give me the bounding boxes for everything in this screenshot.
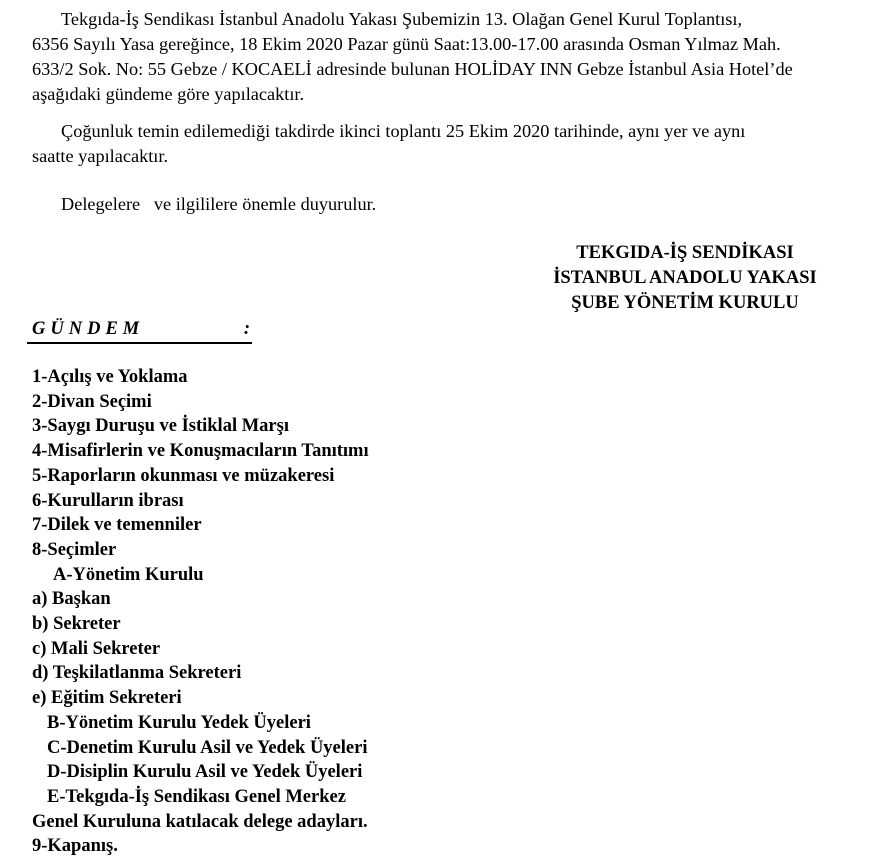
- agenda-position: d) Teşkilatlanma Sekreteri: [32, 663, 242, 684]
- agenda-list: [32, 365, 369, 859]
- agenda-subitem: B-Yönetim Kurulu Yedek Üyeleri: [47, 712, 311, 733]
- agenda-item: 7-Dilek ve temenniler: [32, 515, 202, 536]
- second-meeting-line: saatte yapılacaktır.: [32, 146, 169, 166]
- agenda-heading-title: GÜNDEM: [32, 319, 145, 339]
- agenda-subitem: D-Disiplin Kurulu Asil ve Yedek Üyeleri: [47, 762, 363, 783]
- agenda-item: 4-Misafirlerin ve Konuşmacıların Tanıtımı: [32, 441, 369, 462]
- agenda-item-continuation: Genel Kuruluna katılacak delege adayları.: [32, 811, 368, 832]
- agenda-heading: [27, 316, 252, 344]
- agenda-item: 2-Divan Seçimi: [32, 391, 152, 412]
- announcement-line: Tekgıda-İş Sendikası İstanbul Anadolu Yakası Şubemizin 13. Olağan Genel Kurul Toplantısı,: [61, 9, 743, 29]
- agenda-subitem: A-Yönetim Kurulu: [53, 564, 204, 585]
- agenda-item: 6-Kurulların ibrası: [32, 490, 184, 511]
- announcement-line: 633/2 Sok. No: 55 Gebze / KOCAELİ adresinde bulunan HOLİDAY INN Gebze İstanbul Asia Hotel’de: [32, 59, 793, 79]
- announcement-line: aşağıdaki gündeme göre yapılacaktır.: [32, 84, 305, 104]
- agenda-heading-colon: :: [243, 319, 250, 339]
- agenda-subitem: E-Tekgıda-İş Sendikası Genel Merkez: [47, 786, 346, 807]
- signature-block: [520, 241, 850, 316]
- agenda-position: e) Eğitim Sekreteri: [32, 688, 182, 709]
- signature-union-name: TEKGIDA-İŞ SENDİKASI: [576, 243, 794, 263]
- second-meeting-paragraph: [32, 119, 874, 169]
- agenda-item: 3-Saygı Duruşu ve İstiklal Marşı: [32, 416, 289, 437]
- agenda-subitem: C-Denetim Kurulu Asil ve Yedek Üyeleri: [47, 737, 368, 758]
- agenda-position: c) Mali Sekreter: [32, 638, 161, 659]
- closing-line: Delegelere ve ilgililere önemle duyurulur.: [61, 194, 377, 214]
- meeting-announcement-paragraph: [32, 7, 874, 107]
- signature-branch-name: İSTANBUL ANADOLU YAKASI: [553, 268, 817, 288]
- agenda-item: 1-Açılış ve Yoklama: [32, 367, 188, 387]
- agenda-item: 5-Raporların okunması ve müzakeresi: [32, 465, 335, 486]
- second-meeting-line: Çoğunluk temin edilemediği takdirde ikinci toplantı 25 Ekim 2020 tarihinde, aynı yer ve aynı: [61, 121, 746, 141]
- announcement-line: 6356 Sayılı Yasa gereğince, 18 Ekim 2020 Pazar günü Saat:13.00-17.00 arasında Osman Yılmaz Mah.: [32, 34, 781, 54]
- agenda-item: 8-Seçimler: [32, 539, 117, 560]
- announcement-closing-paragraph: [32, 192, 874, 217]
- agenda-position: a) Başkan: [32, 589, 111, 610]
- agenda-item: 9-Kapanış.: [32, 836, 118, 857]
- signature-board-name: ŞUBE YÖNETİM KURULU: [571, 293, 799, 313]
- agenda-position: b) Sekreter: [32, 614, 121, 635]
